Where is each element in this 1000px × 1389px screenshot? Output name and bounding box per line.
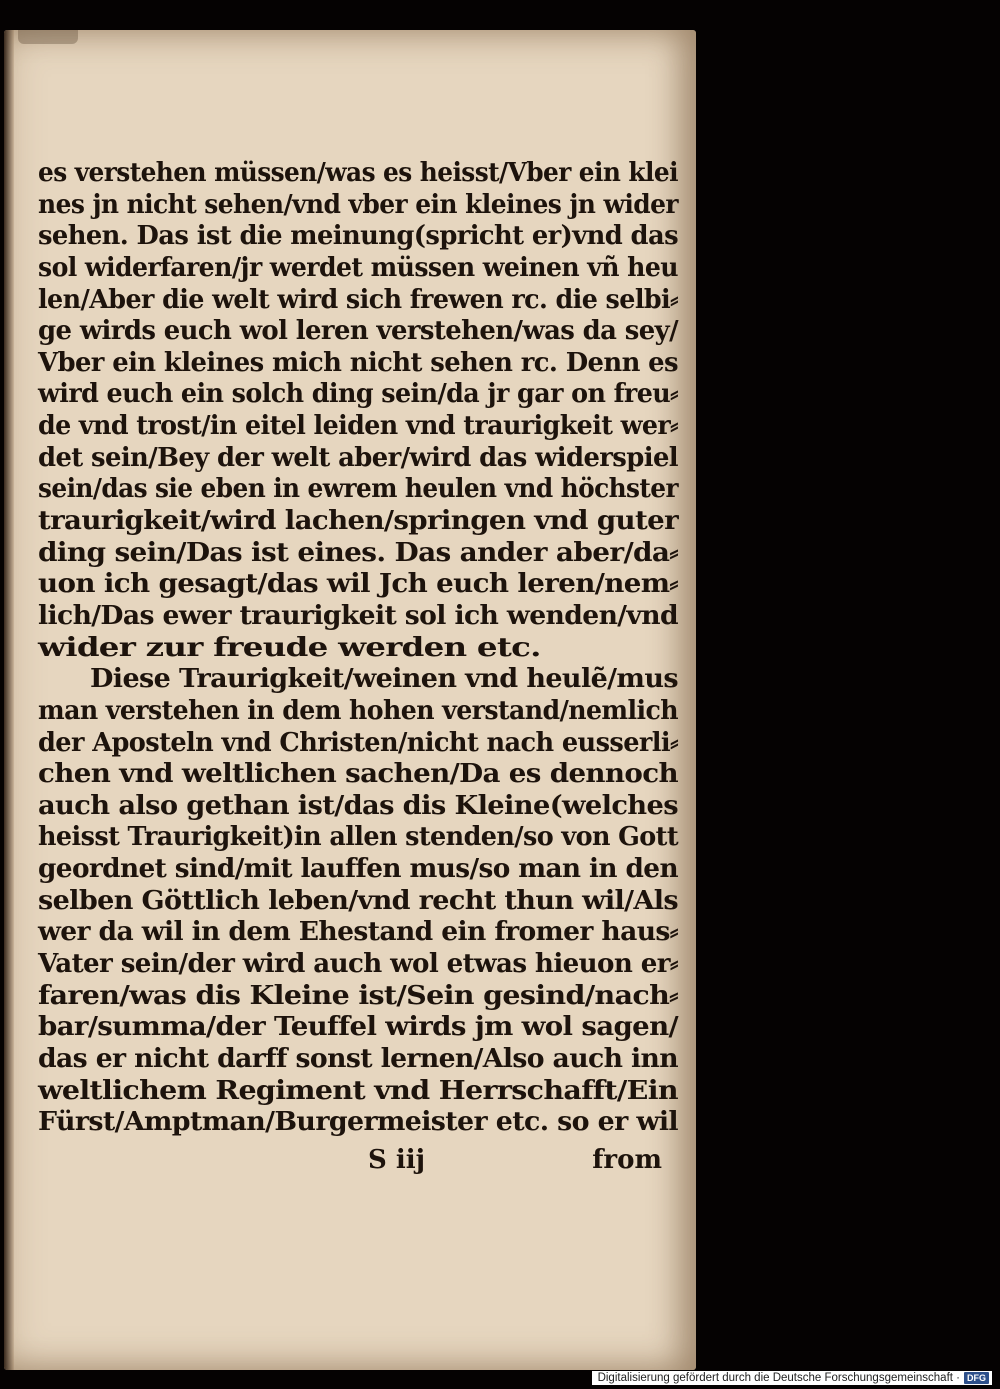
page-footer	[38, 1145, 678, 1179]
dfg-logo-icon: DFG	[964, 1372, 989, 1384]
text-line: der Aposteln vnd Christen/nicht nach eusserli⸗	[38, 727, 678, 758]
text-line: ge wirds euch wol leren verstehen/was da sey/	[38, 316, 678, 347]
book-page	[4, 30, 696, 1370]
text-line: nes jn nicht sehen/vnd vber ein kleines jn wider	[38, 189, 678, 220]
text-line: geordnet sind/mit lauffen mus/so man in den	[38, 854, 678, 885]
text-line: auch also gethan ist/das dis Kleine(welches	[38, 790, 678, 821]
text-line: ding sein/Das ist eines. Das ander aber/da⸗	[38, 537, 678, 568]
text-line: uon ich gesagt/das wil Jch euch leren/nem⸗	[38, 569, 678, 600]
text-line: Vber ein kleines mich nicht sehen rc. Denn es	[38, 347, 678, 378]
paragraph-first-line: Diese Traurigkeit/weinen vnd heulẽ/mus	[90, 664, 678, 695]
text-line: sein/das sie eben in ewrem heulen vnd höchster	[38, 474, 678, 505]
body-text	[38, 158, 678, 1139]
text-line: wer da wil in dem Ehestand ein fromer haus⸗	[38, 917, 678, 948]
text-line: das er nicht darff sonst lernen/Also auch inn	[38, 1043, 678, 1074]
text-line: Fürst/Amptman/Burgermeister etc. so er wil	[38, 1107, 678, 1138]
text-line: det sein/Bey der welt aber/wird das widerspiel	[38, 442, 678, 473]
text-line: faren/was dis Kleine ist/Sein gesind/nach⸗	[38, 980, 678, 1011]
text-line: selben Göttlich leben/vnd recht thun wil/Als	[38, 885, 678, 916]
text-line: weltlichem Regiment vnd Herrschafft/Ein	[38, 1075, 678, 1106]
signature-mark: S iij	[368, 1145, 425, 1175]
text-line: Vater sein/der wird auch wol etwas hieuon er⸗	[38, 949, 679, 980]
credit-text: Digitalisierung gefördert durch die Deutsche Forschungsgemeinschaft ·	[597, 1372, 960, 1384]
text-line: chen vnd weltlichen sachen/Da es dennoch	[38, 759, 678, 790]
text-line: lich/Das ewer traurigkeit sol ich wenden/vnd	[38, 600, 678, 631]
text-line: es verstehen müssen/was es heisst/Vber ein klei	[38, 158, 678, 188]
text-line: sol widerfaren/jr werdet müssen weinen vñ heu	[38, 252, 678, 283]
text-line: wird euch ein solch ding sein/da jr gar on freu⸗	[38, 379, 678, 410]
digitization-credit	[592, 1371, 992, 1385]
catchword: from	[592, 1145, 662, 1175]
text-line: len/Aber die welt wird sich frewen rc. die selbi⸗	[38, 284, 678, 315]
text-line: de vnd trost/in eitel leiden vnd traurigkeit wer⸗	[38, 411, 678, 442]
text-line: man verstehen in dem hohen verstand/nemlich	[38, 695, 678, 726]
text-line: wider zur freude werden etc.	[38, 632, 541, 663]
text-line: bar/summa/der Teuffel wirds jm wol sagen/	[38, 1012, 678, 1043]
text-line: heisst Traurigkeit)in allen stenden/so von Gott	[38, 822, 678, 853]
text-line: sehen. Das ist die meinung(spricht er)vnd das	[38, 221, 678, 252]
text-line: traurigkeit/wird lachen/springen vnd guter	[38, 506, 678, 537]
